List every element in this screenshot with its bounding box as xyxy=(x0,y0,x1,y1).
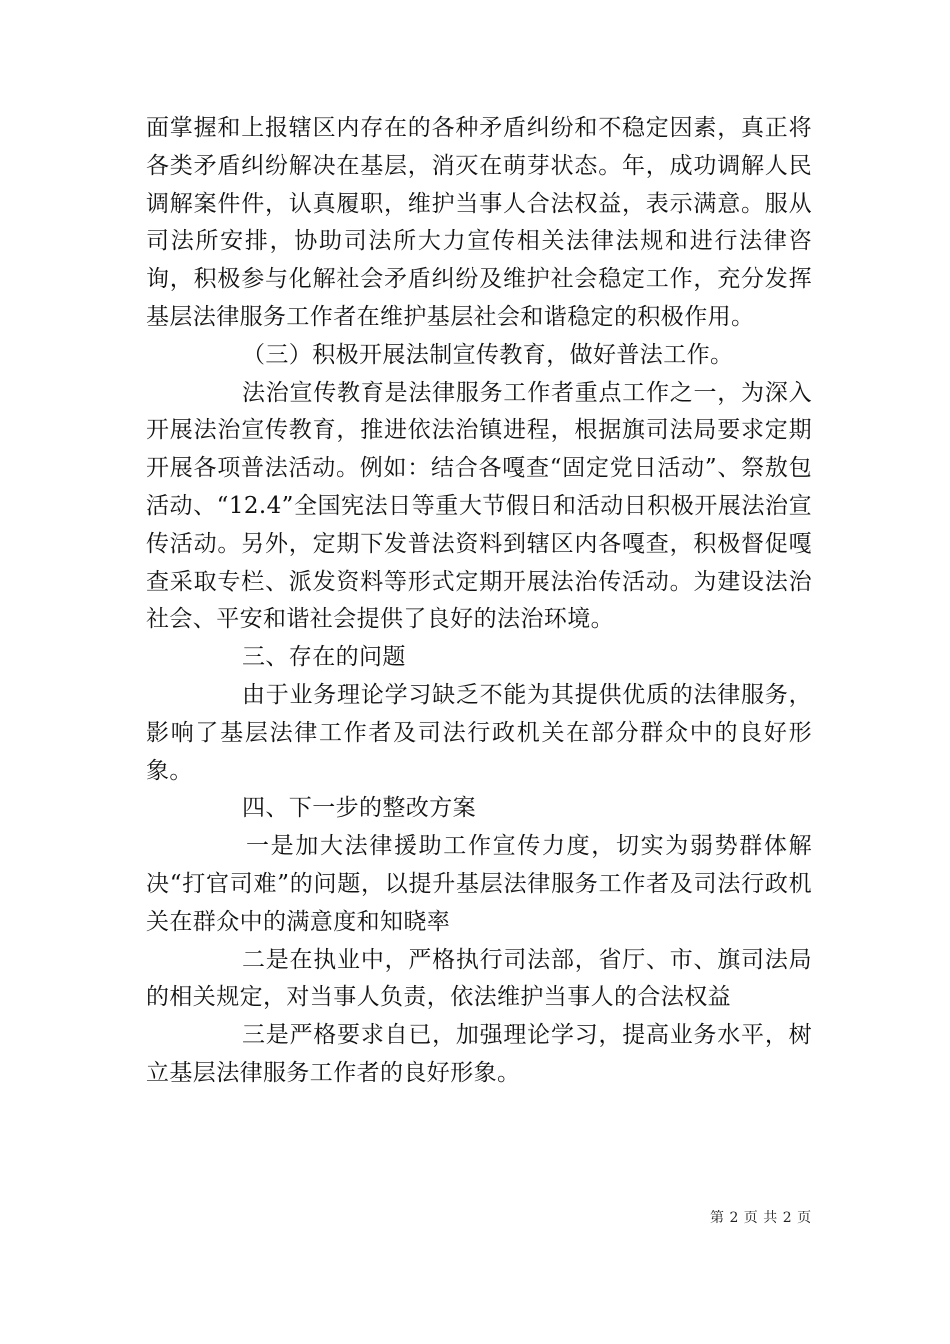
paragraph-plan-item-1: 一是加大法律援助工作宣传力度，切实为弱势群体解决“打官司难”的问题，以提升基层法律服务工作者及司法行政机关在群众中的满意度和知晓率 xyxy=(146,833,812,935)
paragraph-plan-item-3: 三是严格要求自已，加强理论学习，提高业务水平，树立基层法律服务工作者的良好形象。 xyxy=(146,1022,812,1086)
heading-publicity-education: （三）积极开展法制宣传教育，做好普法工作。 xyxy=(242,341,734,368)
paragraph-problems: 由于业务理论学习缺乏不能为其提供优质的法律服务，影响了基层法律工作者及司法行政机关在部分群众中的良好形象。 xyxy=(146,681,812,784)
paragraph-legal-publicity: 法治宣传教育是法律服务工作者重点工作之一，为深入开展法治宣传教育，推进依法治镇进程，根据旗司法局要求定期开展各项普法活动。例如：结合各嘎查“固定党日活动”、祭敖包活动、“12.4”全国宪法日等重大节假日和活动日积极开展法治宣传活动。另外，定期下发普法资料到辖区内各嘎查，积极督促嘎查采取专栏、派发资料等形式定期开展法治传活动。为建设法治社会、平安和谐社会提供了良好的法治环境。 xyxy=(146,379,812,633)
heading-rectification-plan: 四、下一步的整改方案 xyxy=(242,795,476,822)
heading-existing-problems: 三、存在的问题 xyxy=(242,644,406,671)
page-number-footer: 第 2 页 共 2 页 xyxy=(710,1210,812,1226)
document-body xyxy=(146,110,812,1093)
paragraph-continuation: 面掌握和上报辖区内存在的各种矛盾纠纷和不稳定因素，真正将各类矛盾纠纷解决在基层，消灭在萌芽状态。年，成功调解人民调解案件件，认真履职，维护当事人合法权益，表示满意。服从司法所安排，协助司法所大力宣传相关法律法规和进行法律咨询，积极参与化解社会矛盾纠纷及维护社会稳定工作，充分发挥基层法律服务工作者在维护基层社会和谐稳定的积极作用。 xyxy=(146,115,812,330)
paragraph-plan-item-2: 二是在执业中，严格执行司法部，省厅、市、旗司法局的相关规定，对当事人负责，依法维护当事人的合法权益 xyxy=(146,946,812,1011)
